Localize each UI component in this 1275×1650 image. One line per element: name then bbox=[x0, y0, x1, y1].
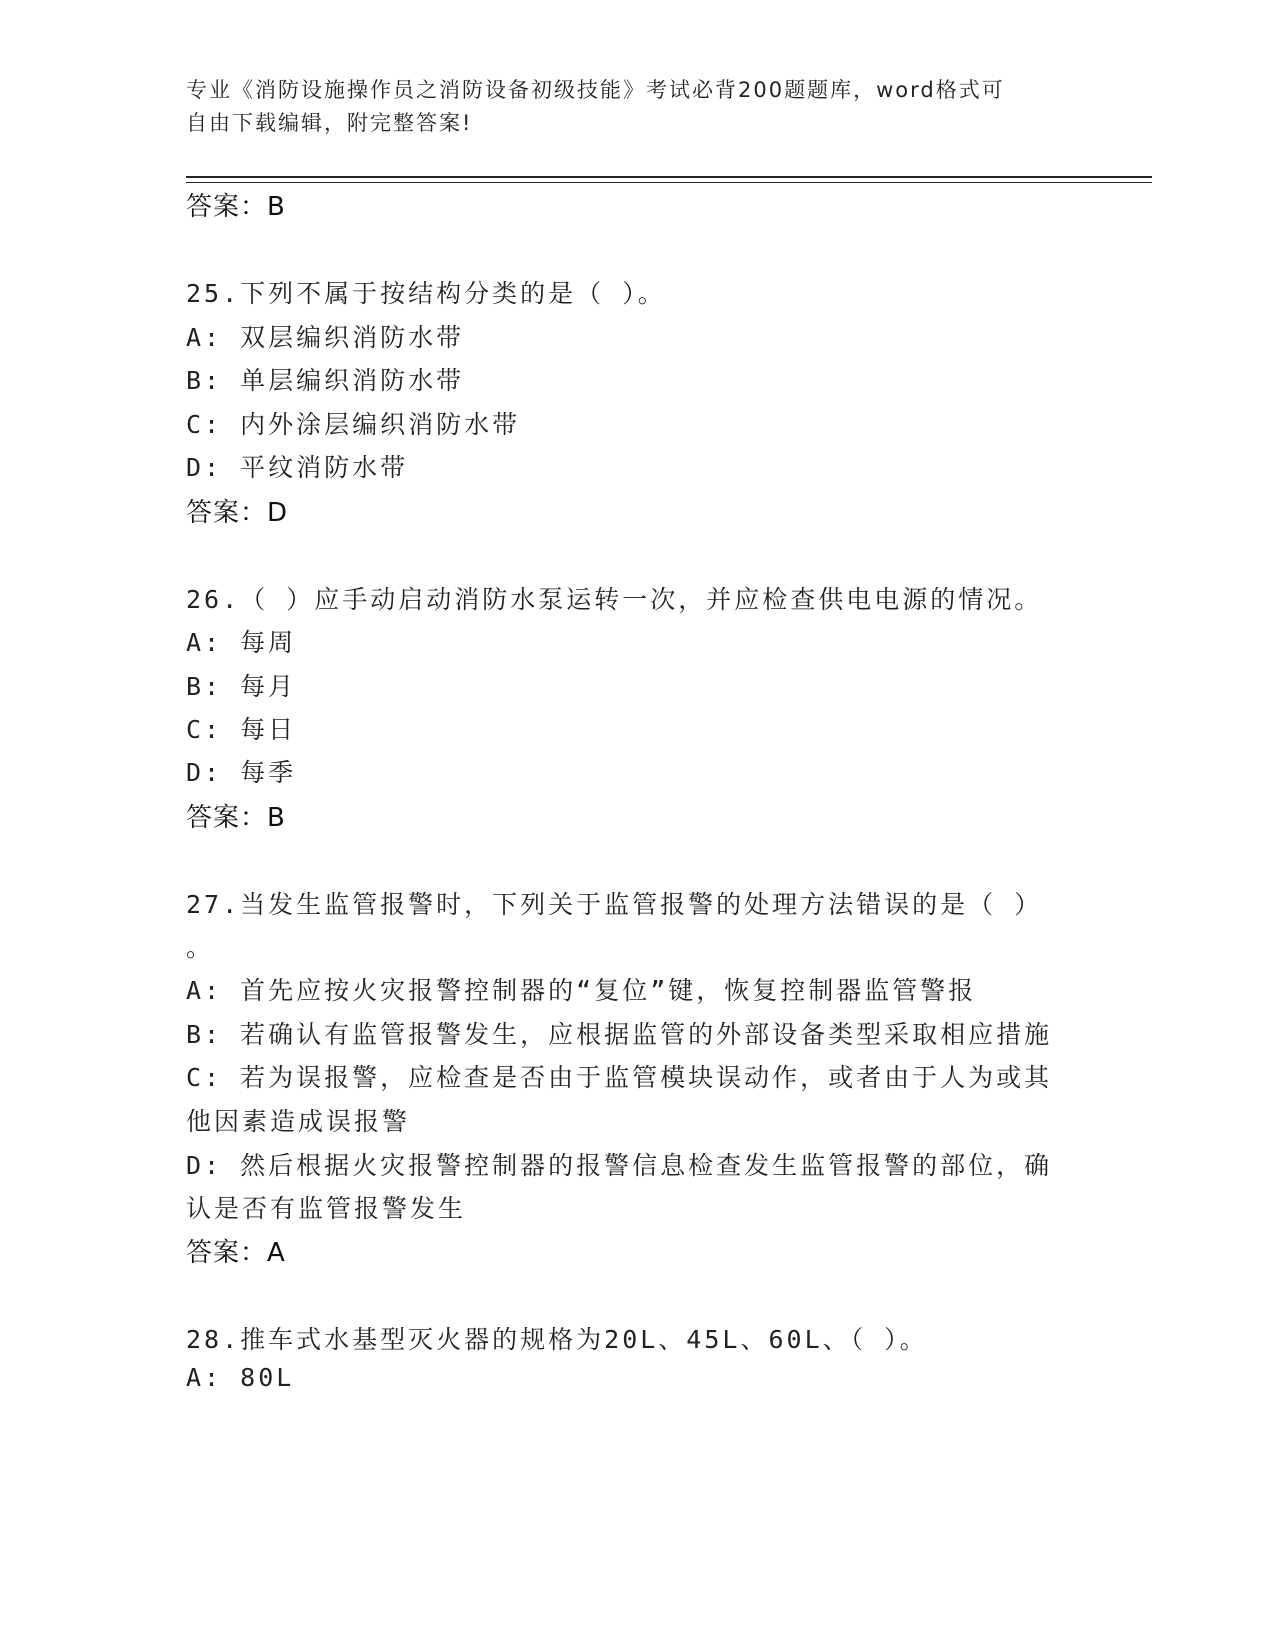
header-line-2: 自由下载编辑，附完整答案! bbox=[186, 111, 473, 135]
previous-answer: 答案：B bbox=[186, 192, 286, 222]
question-28-option-a: A: 80L bbox=[186, 1363, 295, 1392]
question-28-stem: 28.推车式水基型灭火器的规格为20L、45L、60L、（ ）。 bbox=[186, 1325, 928, 1354]
question-27-option-b: B: 若确认有监管报警发生，应根据监管的外部设备类型采取相应措施 bbox=[186, 1020, 1053, 1049]
question-27-option-c-continued: 他因素造成误报警 bbox=[186, 1107, 411, 1136]
question-26-stem: 26.（ ）应手动启动消防水泵运转一次，并应检查供电电源的情况。 bbox=[186, 585, 1043, 614]
question-26-option-d: D: 每季 bbox=[186, 758, 297, 787]
question-26-option-b: B: 每月 bbox=[186, 672, 297, 701]
question-25-stem: 25.下列不属于按结构分类的是（ ）。 bbox=[186, 279, 666, 308]
question-25-answer: 答案：D bbox=[186, 498, 289, 528]
header-divider-thick bbox=[186, 176, 1152, 178]
header-line-1: 专业《消防设施操作员之消防设备初级技能》考试必背200题题库，word格式可 bbox=[186, 78, 1005, 102]
question-25-option-d: D: 平纹消防水带 bbox=[186, 453, 409, 482]
question-26-answer: 答案：B bbox=[186, 803, 286, 833]
document-header bbox=[186, 74, 1066, 140]
question-25-option-a: A: 双层编织消防水带 bbox=[186, 323, 465, 352]
question-26-option-c: C: 每日 bbox=[186, 715, 297, 744]
question-27-stem-continued: 。 bbox=[186, 933, 215, 962]
question-27-option-d: D: 然后根据火灾报警控制器的报警信息检查发生监管报警的部位，确 bbox=[186, 1151, 1053, 1180]
question-27-option-d-continued: 认是否有监管报警发生 bbox=[186, 1194, 467, 1223]
header-divider-thin bbox=[186, 182, 1152, 183]
question-27-option-c: C: 若为误报警，应检查是否由于监管模块误动作，或者由于人为或其 bbox=[186, 1063, 1053, 1092]
question-26-option-a: A: 每周 bbox=[186, 628, 297, 657]
question-27-stem: 27.当发生监管报警时，下列关于监管报警的处理方法错误的是（ ） bbox=[186, 890, 1043, 919]
question-27-answer: 答案：A bbox=[186, 1238, 286, 1268]
question-27-option-a: A: 首先应按火灾报警控制器的“复位”键，恢复控制器监管警报 bbox=[186, 976, 977, 1005]
question-25-option-c: C: 内外涂层编织消防水带 bbox=[186, 410, 521, 439]
question-25-option-b: B: 单层编织消防水带 bbox=[186, 366, 465, 395]
